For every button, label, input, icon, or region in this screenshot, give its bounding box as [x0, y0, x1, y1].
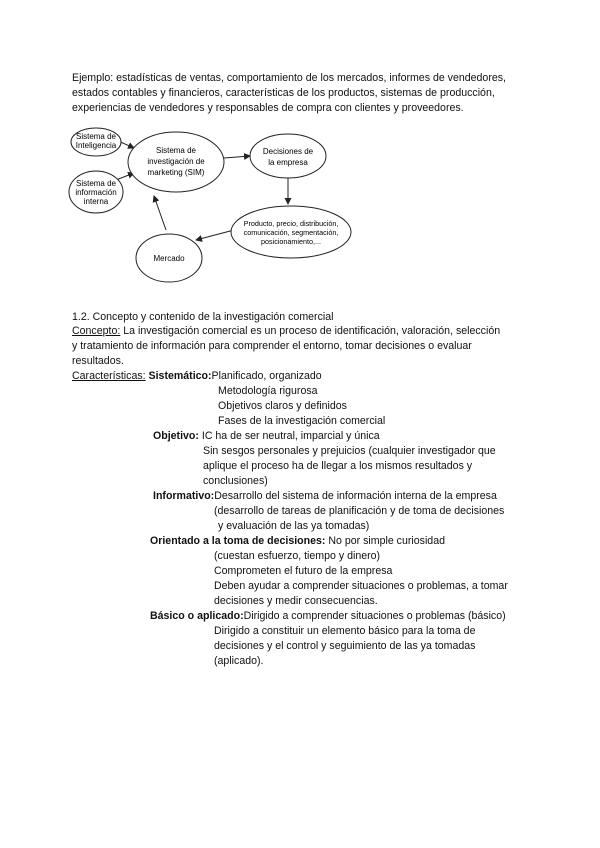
sistematico-line-1: Planificado, organizado — [211, 370, 322, 382]
svg-text:interna: interna — [83, 197, 109, 206]
orientado-line-3: Comprometen el futuro de la empresa — [214, 565, 393, 577]
basico-line-4: (aplicado). — [214, 655, 264, 667]
concepto-line-2: y tratamiento de información para comprender el entorno, tomar decisiones o evaluar — [72, 340, 472, 352]
svg-text:investigación de: investigación de — [147, 157, 205, 166]
arrow-sim-decisiones — [224, 156, 250, 158]
svg-text:Sistema de: Sistema de — [75, 132, 117, 141]
caracteristicas-row — [72, 369, 322, 384]
arrow-mercado-sim — [154, 196, 166, 230]
node-sistema-inteligencia — [71, 128, 121, 156]
svg-text:información: información — [75, 188, 117, 197]
example-line-2: estados contables y financieros, características de los productos, sistemas de producción, — [72, 87, 495, 99]
svg-text:Sistema de: Sistema de — [155, 146, 197, 155]
example-line-1: Ejemplo: estadísticas de ventas, comportamiento de los mercados, informes de vendedores, — [72, 72, 506, 84]
basico-row — [150, 609, 506, 624]
objetivo-line-1: IC ha de ser neutral, imparcial y única — [201, 430, 380, 442]
informativo-label: Informativo: — [153, 490, 215, 502]
concepto-text-1: La investigación comercial es un proceso de identificación, valoración, selección — [120, 325, 501, 337]
concepto-line-3: resultados. — [72, 355, 124, 367]
sistematico-line-3: Objetivos claros y definidos — [218, 400, 347, 412]
informativo-line-2: (desarrollo de tareas de planificación y de toma de decisiones — [214, 505, 505, 517]
svg-text:Mercado: Mercado — [153, 254, 185, 263]
orientado-label: Orientado a la toma de decisiones: — [150, 535, 326, 547]
svg-text:Inteligencia: Inteligencia — [75, 141, 117, 150]
node-mercado — [136, 234, 202, 282]
svg-text:Producto, precio, distribución: Producto, precio, distribución, — [243, 219, 339, 228]
node-sistema-informacion-interna — [69, 171, 123, 213]
basico-label: Básico o aplicado: — [150, 610, 244, 622]
orientado-line-5: decisiones y medir consecuencias. — [214, 595, 378, 607]
objetivo-line-3: aplique el proceso ha de llegar a los mismos resultados y — [203, 460, 473, 472]
informativo-line-3: y evaluación de las ya tomadas) — [218, 520, 370, 532]
svg-text:comunicación, segmentación,: comunicación, segmentación, — [243, 228, 339, 237]
caracteristicas-label: Características: — [72, 370, 146, 382]
concepto-line-1 — [72, 324, 500, 339]
basico-line-3: decisiones y el control y seguimiento de las ya tomadas — [214, 640, 476, 652]
node-decisiones-empresa — [250, 134, 326, 178]
orientado-line-4: Deben ayudar a comprender situaciones o problemas, a tomar — [214, 580, 508, 592]
node-sim — [128, 132, 224, 192]
sistematico-line-4: Fases de la investigación comercial — [218, 415, 386, 427]
node-producto-precio — [231, 206, 351, 258]
svg-text:Decisiones de: Decisiones de — [262, 147, 314, 156]
orientado-line-2: (cuestan esfuerzo, tiempo y dinero) — [214, 550, 381, 562]
orientado-line-1: No por simple curiosidad — [328, 535, 445, 547]
svg-text:Sistema de: Sistema de — [75, 179, 117, 188]
sim-diagram — [66, 118, 366, 298]
concepto-label: Concepto: — [72, 325, 121, 337]
sistematico-line-2: Metodología rigurosa — [218, 385, 318, 397]
example-line-3: experiencias de vendedores y responsables de compra con clientes y proveedores. — [72, 102, 464, 114]
informativo-row — [153, 489, 497, 504]
objetivo-line-2: Sin sesgos personales y prejuicios (cualquier investigador que — [203, 445, 496, 457]
basico-line-2: Dirigido a constituir un elemento básico para la toma de — [214, 625, 476, 637]
objetivo-label: Objetivo: — [153, 430, 199, 442]
informativo-line-1: Desarrollo del sistema de información interna de la empresa — [214, 490, 497, 502]
svg-text:posicionamiento,...: posicionamiento,... — [261, 237, 321, 246]
sistematico-label: Sistemático: — [148, 370, 212, 382]
svg-text:marketing (SIM): marketing (SIM) — [147, 168, 205, 177]
svg-text:la empresa: la empresa — [268, 158, 308, 167]
arrow-producto-mercado — [196, 230, 234, 240]
basico-line-1: Dirigido a comprender situaciones o problemas (básico) — [243, 610, 506, 622]
orientado-row — [150, 534, 445, 549]
objetivo-row — [153, 429, 380, 444]
objetivo-line-4: conclusiones) — [203, 475, 268, 487]
section-heading: 1.2. Concepto y contenido de la investigación comercial — [72, 311, 334, 323]
